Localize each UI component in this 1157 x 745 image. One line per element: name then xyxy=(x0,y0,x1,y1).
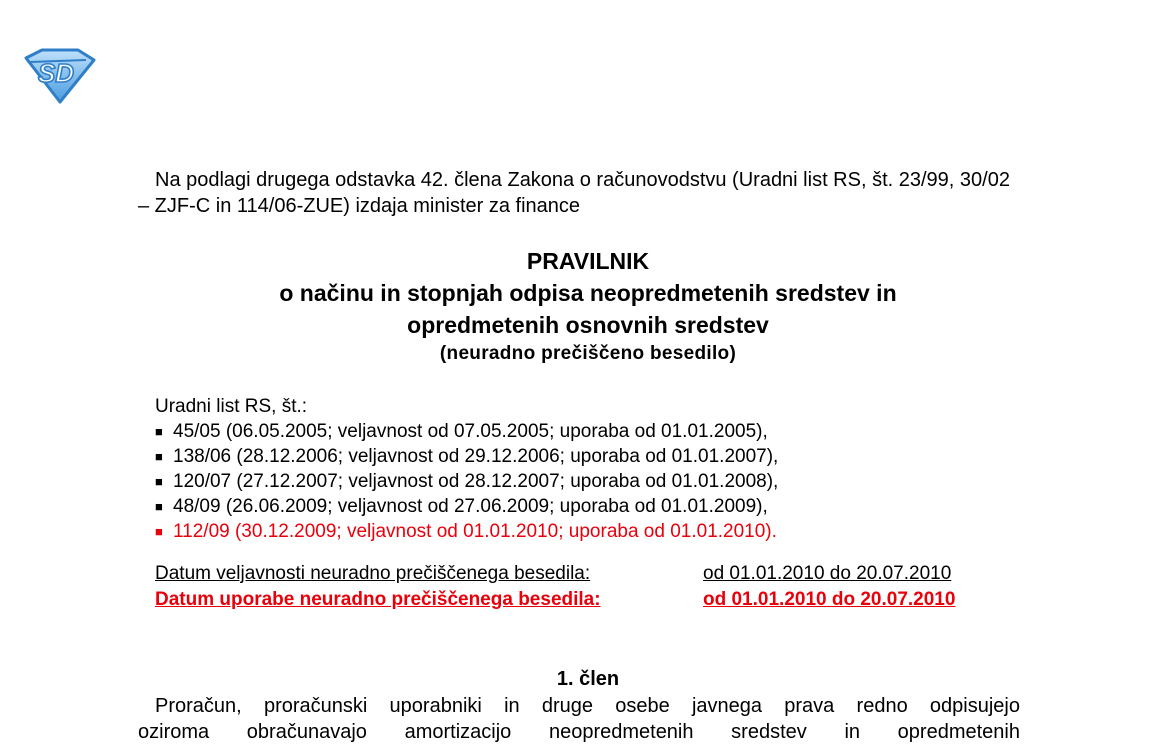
article-heading: 1. člen xyxy=(556,668,620,690)
gazette-item-text: 138/06 (28.12.2006; veljavnost od 29.12.2006; uporaba od 01.01.2007), xyxy=(173,446,779,467)
validity-row xyxy=(155,561,955,587)
gazette-references xyxy=(155,394,1055,544)
gazette-item-text: 45/05 (06.05.2005; veljavnost od 07.05.2005; uporaba od 01.01.2005), xyxy=(173,421,768,442)
article-line-1: Proračun, proračunski uporabniki in druge osebe javnega prava redno odpisujejo xyxy=(155,695,1020,717)
bullet-icon: ■ xyxy=(155,449,163,464)
document-title: PRAVILNIK xyxy=(526,248,650,274)
bullet-icon: ■ xyxy=(155,524,163,539)
gazette-item xyxy=(155,469,1055,494)
gazette-item xyxy=(155,444,1055,469)
gazette-item-text: 112/09 (30.12.2009; veljavnost od 01.01.2010; uporaba od 01.01.2010). xyxy=(173,521,777,542)
bullet-icon: ■ xyxy=(155,424,163,439)
document-subtitle-line1: o načinu in stopnjah odpisa neopredmetenih sredstev in xyxy=(279,280,897,306)
sd-logo xyxy=(22,48,96,104)
gazette-list xyxy=(155,419,1055,544)
article-body xyxy=(138,693,1020,745)
application-label: Datum uporabe neuradno prečiščenega besedila: xyxy=(155,589,601,610)
application-row xyxy=(155,587,955,613)
document-title-block xyxy=(138,245,1038,367)
gazette-item-latest xyxy=(155,519,1055,544)
document-title-note: (neuradno prečiščeno besedilo) xyxy=(439,343,737,364)
intro-paragraph: Na podlagi drugega odstavka 42. člena Zakona o računovodstvu (Uradni list RS, št. 23/99, 30/02 – ZJF-C in 114/06-ZUE) izdaja minister za finance xyxy=(138,169,1010,217)
validity-dates xyxy=(155,561,955,613)
application-value: od 01.01.2010 do 20.07.2010 xyxy=(703,589,956,610)
gazette-heading: Uradni list RS, št.: xyxy=(155,396,308,417)
validity-label: Datum veljavnosti neuradno prečiščenega besedila: xyxy=(155,563,591,584)
bullet-icon: ■ xyxy=(155,474,163,489)
document-subtitle-line2: opredmetenih osnovnih sredstev xyxy=(407,312,769,338)
bullet-icon: ■ xyxy=(155,499,163,514)
validity-value: od 01.01.2010 do 20.07.2010 xyxy=(703,563,952,584)
gazette-item-text: 48/09 (26.06.2009; veljavnost od 27.06.2009; uporaba od 01.01.2009), xyxy=(173,496,768,517)
logo-lettering: SD xyxy=(37,58,75,88)
gazette-item xyxy=(155,494,1055,519)
gazette-item-text: 120/07 (27.12.2007; veljavnost od 28.12.2007; uporaba od 01.01.2008), xyxy=(173,471,779,492)
article-line-2: oziroma obračunavajo amortizacijo neopredmetenih sredstev in opredmetenih xyxy=(138,721,1020,743)
gazette-item xyxy=(155,419,1055,444)
